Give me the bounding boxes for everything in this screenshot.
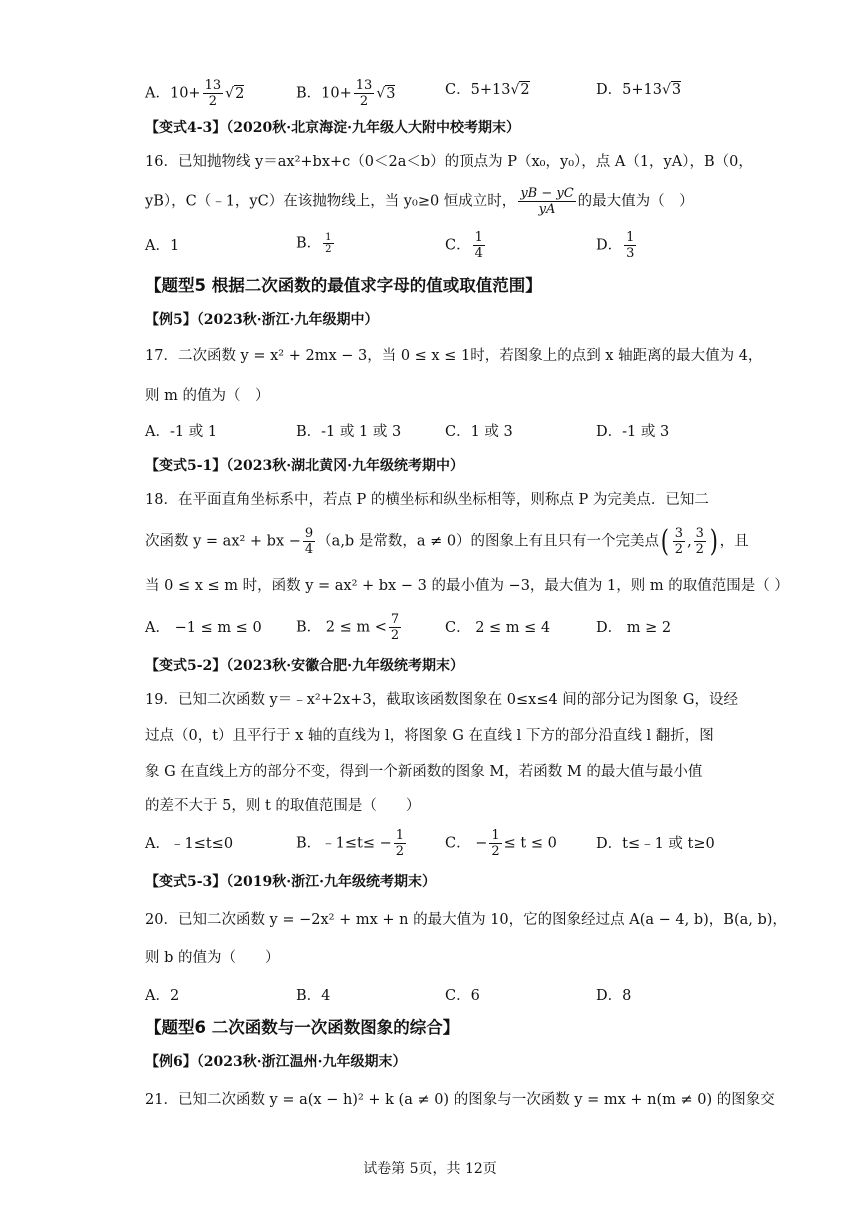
q17-option-c: C．1 或 3 (445, 424, 513, 440)
q16-stem-line1: 16．已知抛物线 y＝ax²+bx+c（0＜2a＜b）的顶点为 P（x₀，y₀），点 A（1，yA），B（0， (145, 154, 753, 170)
q18-option-a: A． −1 ≤ m ≤ 0 (145, 620, 262, 636)
q19-stem-line2: 过点（0，t）且平行于 x 轴的直线为 l，将图象 G 在直线 l 下方的部分沿直线 l 翻折，图 (145, 728, 714, 744)
q20-option-d: D．8 (596, 988, 632, 1004)
q19-stem-line1: 19．已知二次函数 y＝﹣x²+2x+3，截取该函数图象在 0≤x≤4 间的部分记为图象 G，设经 (145, 692, 739, 708)
q15-option-a: A．10+ $\frac{13}{2}$ √2 (145, 78, 245, 109)
page-footer: 试卷第 5页，共 12页 (363, 1161, 497, 1177)
q16-option-a: A．1 (145, 238, 180, 254)
q18-stem-line1: 18．在平面直角坐标系中，若点 P 的横坐标和纵坐标相等，则称点 P 为完美点．已知二 (145, 492, 709, 508)
fraction: $\frac{13}{2}$ (355, 78, 373, 109)
q19-option-a: A．﹣1≤t≤0 (145, 836, 234, 852)
q19-stem-line4: 的差不大于 5，则 t 的取值范围是（ ） (145, 798, 421, 814)
q16-option-d: D． $\frac{1}{3}$ (596, 230, 635, 261)
q18-stem-line2: 次函数 y = ax² + bx − $\frac{9}{4}$ （a,b 是常数，a ≠ 0）的图象上有且只有一个完美点( $\frac{3}{2}$ , $\frac{3}{2}$ ) ，且 (145, 523, 749, 559)
q19-stem-line3: 象 G 在直线上方的部分不变，得到一个新函数的图象 M，若函数 M 的最大值与最小值 (145, 764, 703, 780)
radicand: 2 (235, 85, 245, 102)
example-6-source: 【例6】（2023秋·浙江温州·九年级期末） (145, 1054, 407, 1070)
q15-option-c: C．5+13√2 (445, 82, 530, 98)
q17-option-d: D．-1 或 3 (596, 424, 670, 440)
q18-stem-line3: 当 0 ≤ x ≤ m 时，函数 y = ax² + bx − 3 的最小值为 −3，最大值为 1，则 m 的取值范围是（ ） (145, 578, 789, 594)
q17-option-a: A．-1 或 1 (145, 424, 218, 440)
section-heading-type6: 【题型6 二次函数与一次函数图象的综合】 (145, 1018, 460, 1037)
q18-fraction: $\frac{9}{4}$ (304, 526, 314, 557)
q17-stem-line1: 17．二次函数 y = x² + 2mx − 3，当 0 ≤ x ≤ 1时，若图象上的点到 x 轴距离的最大值为 4， (145, 348, 763, 364)
q20-stem-line1: 20．已知二次函数 y = −2x² + mx + n 的最大值为 10，它的图象经过点 A(a − 4, b)，B(a, b)， (145, 912, 787, 928)
q18-option-d: D． m ≥ 2 (596, 620, 672, 636)
q17-option-b: B．-1 或 1 或 3 (296, 424, 402, 440)
example-5-source: 【例5】（2023秋·浙江·九年级期中） (145, 312, 379, 328)
option-label: A． (145, 85, 170, 102)
q21-stem-line1: 21．已知二次函数 y = a(x − h)² + k (a ≠ 0) 的图象与一次函数 y = mx + n(m ≠ 0) 的图象交 (145, 1092, 775, 1108)
q15-option-d: D．5+13√3 (596, 82, 682, 98)
q18-option-b: B． 2 ≤ m < $\frac{7}{2}$ (296, 612, 400, 643)
q19-option-c: C． − $\frac{1}{2}$ ≤ t ≤ 0 (445, 828, 557, 859)
q20-option-a: A．2 (145, 988, 180, 1004)
q18-option-c: C． 2 ≤ m ≤ 4 (445, 620, 551, 636)
q16-option-c: C． $\frac{1}{4}$ (445, 230, 483, 261)
q16-stem-line2: yB），C（﹣1，yC）在该抛物线上，当 y₀≥0 恒成立时， $\frac{yB - yC}{yA}$ 的最大值为（ ） (145, 186, 694, 217)
variant-5-1-source: 【变式5-1】（2023秋·湖北黄冈·九年级统考期中） (145, 458, 465, 474)
option-text: 10+ (169, 85, 201, 102)
variant-4-3-source: 【变式4-3】（2020秋·北京海淀·九年级人大附中校考期末） (145, 120, 521, 136)
q19-option-d: D．t≤﹣1 或 t≥0 (596, 836, 715, 852)
q19-option-b: B．﹣1≤t≤ − $\frac{1}{2}$ (296, 828, 405, 859)
q20-stem-line2: 则 b 的值为（ ） (145, 950, 280, 966)
variant-5-3-source: 【变式5-3】（2019秋·浙江·九年级统考期末） (145, 874, 437, 890)
q20-option-b: B．4 (296, 988, 331, 1004)
q17-stem-line2: 则 m 的值为（ ） (145, 388, 270, 404)
q15-option-b: B．10+ $\frac{13}{2}$ √3 (296, 78, 396, 109)
q20-option-c: C．6 (445, 988, 480, 1004)
variant-5-2-source: 【变式5-2】（2023秋·安徽合肥·九年级统考期末） (145, 658, 465, 674)
q16-option-b: B． $\frac{1}{2}$ (296, 232, 332, 255)
section-heading-type5: 【题型5 根据二次函数的最值求字母的值或取值范围】 (145, 276, 542, 295)
fraction: $\frac{13}{2}$ (204, 78, 222, 109)
q16-fraction: $\frac{yB - yC}{yA}$ (520, 186, 574, 217)
